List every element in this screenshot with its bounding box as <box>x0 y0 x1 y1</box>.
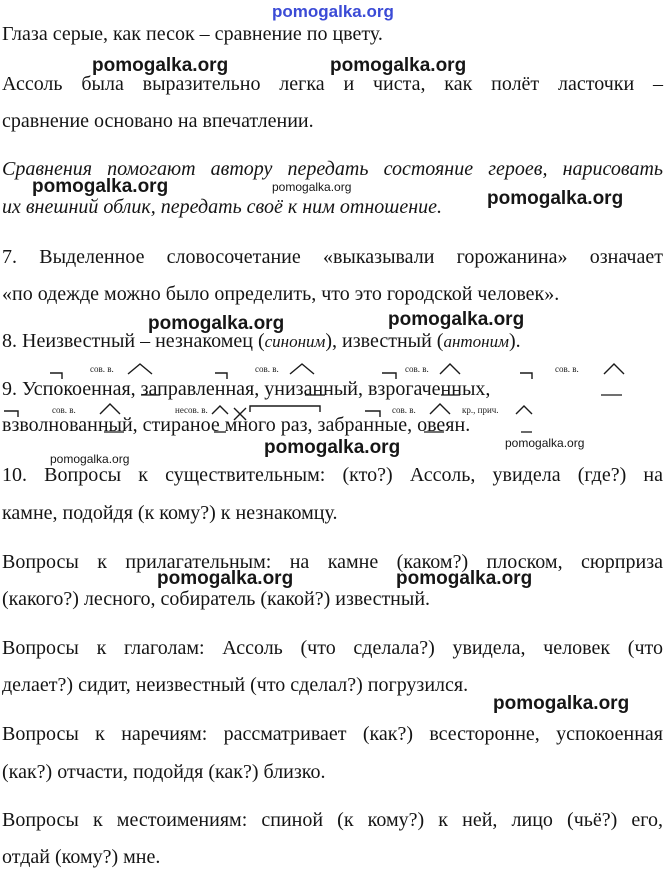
antonym-label: антоним <box>443 332 509 351</box>
text-line-1: Глаза серые, как песок – сравнение по цвету. <box>2 23 383 45</box>
prefix-mark <box>215 373 227 379</box>
watermark: pomogalka.org <box>148 313 285 334</box>
watermark: pomogalka.org <box>157 568 294 589</box>
root-arch <box>100 404 120 414</box>
watermark: pomogalka.org <box>493 693 630 714</box>
prefix-mark <box>50 373 62 379</box>
text-line-10: взволнованный, стираное много раз, забранные, овеян. <box>2 414 471 436</box>
text-line-15: Вопросы к глаголам: Ассоль (что сделала?) увидела, человек (что <box>2 637 663 659</box>
watermark: pomogalka.org <box>487 188 624 209</box>
aspect-label-4: сов. в. <box>555 364 579 374</box>
root-arch <box>212 406 228 414</box>
root-arch <box>516 406 532 414</box>
prefix-mark <box>382 373 396 379</box>
root-arch <box>440 364 460 374</box>
root-arch <box>604 364 624 374</box>
text-line-16: делает?) сидит, неизвестный (что сделал?) погрузился. <box>2 674 469 696</box>
prefix-mark <box>520 373 532 379</box>
watermark: pomogalka.org <box>388 309 525 330</box>
text-line-8-e: ). <box>508 330 521 352</box>
watermark: pomogalka.org <box>92 55 229 76</box>
text-line-8-c: ), известный ( <box>325 330 444 352</box>
cross-mark <box>234 408 246 420</box>
watermark: pomogalka.org <box>396 568 533 589</box>
aspect-label-5: сов. в. <box>52 405 76 415</box>
text-line-4: Сравнения помогают автору передать состояние героев, нарисовать <box>2 158 663 180</box>
aspect-label-6: несов. в. <box>175 405 208 415</box>
site-watermark-top: pomogalka.org <box>272 2 394 21</box>
prefix-mark <box>4 411 18 417</box>
aspect-label-7: сов. в. <box>392 405 416 415</box>
watermark: pomogalka.org <box>32 176 169 197</box>
text-line-9: 9. Успокоенная, заправленная, унизанный, взрогаченных, <box>2 378 491 400</box>
text-line-20: отдай (кому?) мне. <box>2 846 161 868</box>
synonym-label: синоним <box>264 332 326 351</box>
text-line-8-a: 8. Неизвестный – незнакомец ( <box>2 330 265 352</box>
watermark: pomogalka.org <box>330 55 467 76</box>
text-line-19: Вопросы к местоимениям: спиной (к кому?) к ней, лицо (чьё?) его, <box>2 809 663 831</box>
text-line-14: (какого?) лесного, собиратель (какой?) известный. <box>2 588 431 610</box>
watermark-small: pomogalka.org <box>50 452 130 466</box>
aspect-label-1: сов. в. <box>90 364 114 374</box>
watermark: pomogalka.org <box>264 437 401 458</box>
text-line-18: (как?) отчасти, подойдя (как?) близко. <box>2 761 326 783</box>
aspect-label-2: сов. в. <box>255 364 279 374</box>
participle-label: кр., прич. <box>462 405 499 415</box>
text-line-5: их внешний облик, передать своё к ним отношение. <box>2 196 443 218</box>
text-line-13: Вопросы к прилагательным: на камне (каком?) плоском, сюрприза <box>2 551 663 573</box>
text-line-17: Вопросы к наречиям: рассматривает (как?) всесторонне, успокоенная <box>2 723 663 745</box>
aspect-label-3: сов. в. <box>405 364 429 374</box>
root-arch <box>430 404 450 414</box>
root-arch <box>290 364 314 374</box>
watermark-small: pomogalka.org <box>272 180 352 194</box>
text-line-2: Ассоль была выразительно легка и чиста, как полёт ласточки – <box>2 73 663 95</box>
text-line-7: «по одежде можно было определить, что это городской человек». <box>2 283 560 305</box>
ending-bracket <box>250 406 320 412</box>
text-line-12: камне, подойдя (к кому?) к незнакомцу. <box>2 502 338 524</box>
watermark-small: pomogalka.org <box>505 436 585 450</box>
text-line-3: сравнение основано на впечатлении. <box>2 110 314 132</box>
prefix-mark <box>365 411 380 417</box>
root-arch <box>128 364 152 374</box>
text-line-11: 10. Вопросы к существительным: (кто?) Ассоль, увидела (где?) на <box>2 464 663 486</box>
text-line-6: 7. Выделенное словосочетание «выказывали горожанина» означает <box>2 246 663 268</box>
